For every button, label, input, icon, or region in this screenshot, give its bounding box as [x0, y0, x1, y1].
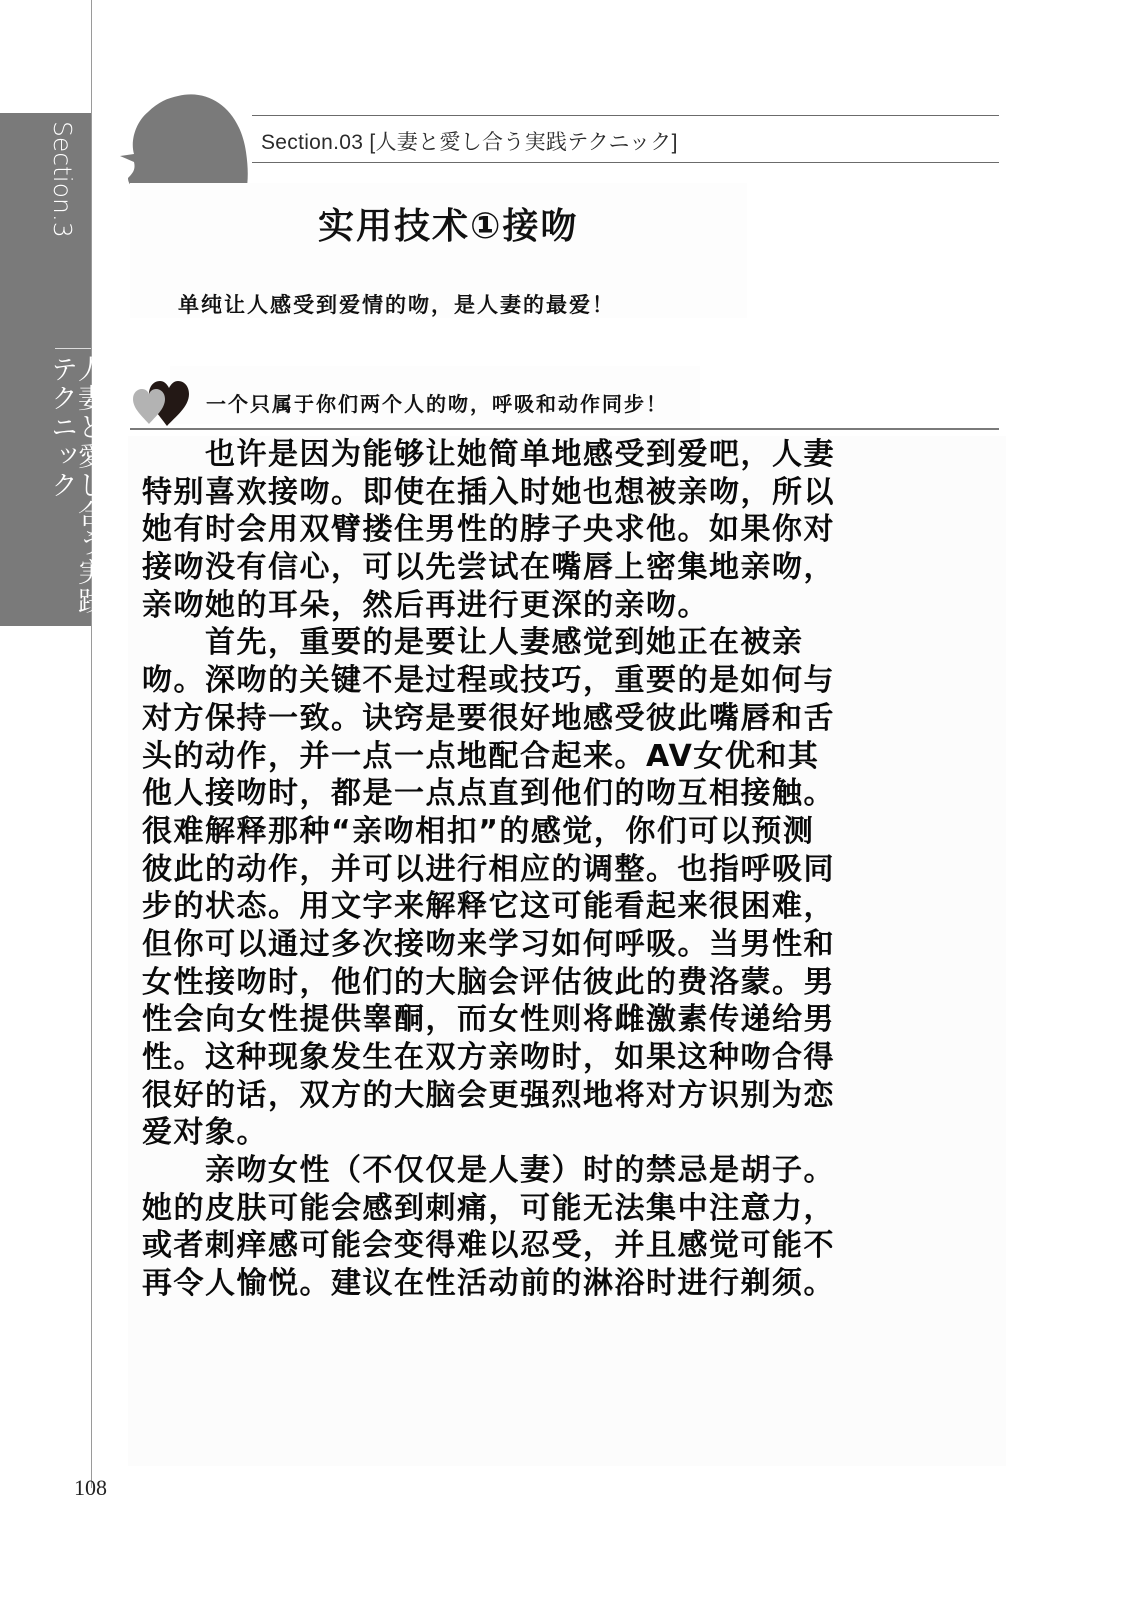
side-chapter-tab	[0, 113, 104, 626]
page-number: 108	[74, 1475, 107, 1500]
margin-rule	[91, 0, 92, 1488]
page-title: 实用技术①接吻	[318, 206, 579, 247]
body-line: 她的皮肤可能会感到刺痛，可能无法集中注意力，	[142, 1190, 835, 1226]
body-line: 吻。深吻的关键不是过程或技巧，重要的是如何与	[142, 663, 835, 699]
side-tab-divider	[55, 348, 91, 349]
body-line: 头的动作，并一点一点地配合起来。AV女优和其	[142, 738, 820, 774]
body-line: 很难解释那种“亲吻相扣”的感觉，你们可以预测	[142, 813, 815, 849]
body-line: 对方保持一致。诀窍是要很好地感受彼此嘴唇和舌	[142, 700, 835, 736]
body-line: 或者刺痒感可能会变得难以忍受，并且感觉可能不	[142, 1228, 835, 1264]
header-rule-bottom	[252, 162, 999, 163]
side-tab-chapter-title: 人妻と愛し合う実践テクニック	[46, 355, 104, 616]
running-header: Section.03 [人妻と愛し合う実践テクニック]	[261, 131, 678, 154]
body-line: 彼此的动作，并可以进行相应的调整。也指呼吸同	[142, 851, 835, 887]
body-line: 亲吻女性（不仅仅是人妻）时的禁忌是胡子。	[142, 1153, 835, 1189]
body-line: 首先，重要的是要让人妻感觉到她正在被亲	[142, 625, 804, 661]
body-line: 但你可以通过多次接吻来学习如何呼吸。当男性和	[142, 926, 835, 962]
page-subtitle: 单纯让人感受到爱情的吻，是人妻的最爱！	[178, 293, 615, 317]
body-text	[142, 436, 992, 1303]
header-rule-top	[252, 115, 999, 116]
body-line: 很好的话，双方的大脑会更强烈地将对方识别为恋	[142, 1077, 835, 1113]
body-line: 接吻没有信心，可以先尝试在嘴唇上密集地亲吻，	[142, 550, 835, 586]
body-line: 她有时会用双臂搂住男性的脖子央求他。如果你对	[142, 512, 835, 548]
body-line: 特别喜欢接吻。即使在插入时她也想被亲吻，所以	[142, 474, 835, 510]
body-line: 性会向女性提供睾酮，而女性则将雌激素传递给男	[142, 1002, 835, 1038]
body-line: 再令人愉悦。建议在性活动前的淋浴时进行剃须。	[142, 1266, 835, 1302]
two-hearts-icon	[131, 379, 195, 427]
body-line: 他人接吻时，都是一点点直到他们的吻互相接触。	[142, 776, 835, 812]
side-tab-section-label: Section.3	[48, 121, 77, 238]
section-heading: 一个只属于你们两个人的吻，呼吸和动作同步！	[206, 392, 668, 416]
section-heading-rule	[130, 428, 999, 430]
body-line: 亲吻她的耳朵，然后再进行更深的亲吻。	[142, 587, 709, 623]
body-line: 步的状态。用文字来解释它这可能看起来很困难，	[142, 889, 835, 925]
body-line: 也许是因为能够让她简单地感受到爱吧，人妻	[142, 437, 835, 472]
body-line: 性。这种现象发生在双方亲吻时，如果这种吻合得	[142, 1040, 835, 1075]
body-line: 女性接吻时，他们的大脑会评估彼此的费洛蒙。男	[142, 964, 835, 1000]
body-line: 爱对象。	[142, 1115, 268, 1151]
